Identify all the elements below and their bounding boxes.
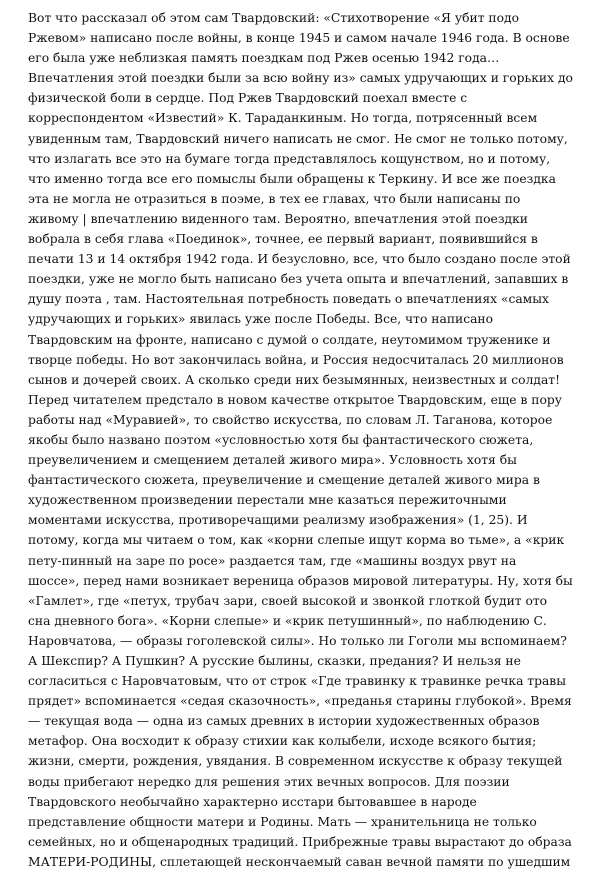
text-line: согласиться с Наровчатовым, что от строк «Где травинку к травинке речка травы [28,674,567,689]
text-line: МАТЕРИ-РОДИНЫ, сплетающей нескончаемый саван вечной памяти по ушедшим [28,854,571,869]
text-line: сна дневного бога». «Корни слепые» и «крик петушинный», по наблюдению С. [28,613,547,628]
text-line: якобы было названо поэтом «условностью хотя бы фантастического сюжета, [28,432,534,447]
text-line: вобрала в себя глава «Поединок», точнее, ее первый вариант, появившийся в [28,232,538,247]
text-line: представление общности матери и Родины. Мать — хранительница не только [28,814,537,829]
text-line: Ржевом» написано после войны, в конце 1945 и самом начале 1946 года. В основе [28,31,570,46]
text-line: А Шекспир? А Пушкин? А русские былины, сказки, предания? И нельзя не [28,654,521,668]
text-line: художественном произведении перестали мне казаться пережиточными [28,493,507,508]
text-line: печати 13 и 14 октября 1942 года. И безусловно, все, что было создано после этой [28,252,571,267]
text-line: сынов и дочерей своих. А сколько среди них безымянных, неизвестных и солдат! [28,372,561,387]
text-line: что излагать все это на бумаге тогда представлялось кощунством, но и потому, [28,151,551,166]
text-line: пету-пинный на заре по росе» раздается там, где «машины воздух рвут на [28,553,517,568]
text-line: его была уже неблизкая память поездкам под Ржев осенью 1942 года… [28,51,500,66]
text-line: прядет» вспоминается «седая сказочность», «преданья старины глубокой». Время [28,694,572,709]
text-line: Перед читателем предстало в новом качестве открытое Твардовским, еще в пору [28,392,563,407]
text-line: Вот что рассказал об этом сам Твардовский: «Стихотворение «Я убит подо [28,11,519,25]
text-line: душу поэта , там. Настоятельная потребность поведать о впечатлениях «самых [28,292,549,307]
text-line: фантастического сюжета, преувеличение и смещение деталей живого мира в [28,473,540,488]
text-line: что именно тогда все его помыслы были обращены к Теркину. И все же поездка [28,171,556,186]
text-line: «Гамлет», где «петух, трубач зари, своей высокой и звонкой глоткой будит ото [28,593,548,608]
text-line: преувеличением и смещением деталей живого мира». Условность хотя бы [28,453,517,468]
text-line: шоссе», перед нами возникает вереница образов мировой литературы. Ну, хотя бы [28,573,573,588]
body-text [28,8,574,872]
text-line: Твардовским на фронте, написано с думой о солдате, неутомимом труженике и [28,332,551,347]
text-line: воды прибегают нередко для решения этих вечных вопросов. Для поэзии [28,774,510,789]
text-line: метафор. Она восходит к образу стихии как колыбели, исходе всякого бытия; [28,734,537,749]
text-line: увиденным там, Твардовский ничего написать не смог. Не смог не только потому, [28,131,568,146]
text-line: корреспондентом «Известий» К. Тараданкиным. Но тогда, потрясенный всем [28,111,538,126]
text-line: живому | впечатлению виденного там. Вероятно, впечатления этой поездки [28,211,528,226]
text-line: Твардовского необычайно характерно исстари бытовавшее в народе [28,794,477,809]
text-line: моментами искусства, противоречащими реализму изображения» (1, 25). И [28,513,528,528]
text-line: Впечатления этой поездки были за всю войну из» самых удручающих и горьких до [28,71,573,86]
text-line: физической боли в сердце. Под Ржев Твардовский поехал вместе с [28,91,468,106]
text-line: потому, когда мы читаем о том, как «корни слепые ищут корма во тьме», а «крик [28,533,565,548]
text-line: — текущая вода — одна из самых древних в истории художественных образов [28,714,540,729]
text-line: творце победы. Но вот закончилась война, и Россия недосчиталась 20 миллионов [28,352,564,367]
text-line: работы над «Муравией», то свойство искусства, по словам Л. Таганова, которое [28,412,553,427]
text-line: поездки, уже не могло быть написано без учета опыта и впечатлений, запавших в [28,272,569,287]
text-line: эта не могла не отразиться в поэме, в тех ее главах, что были написаны по [28,191,521,206]
text-line: жизни, смерти, рождения, увядания. В современном искусстве к образу текущей [28,754,563,769]
text-line: семейных, но и общенародных традиций. Прибрежные травы вырастают до образа [28,834,572,849]
text-line: удручающих и горьких» явилась уже после Победы. Все, что написано [28,312,494,327]
text-line: Наровчатова, — образы гоголевской силы». Но только ли Гоголи мы вспоминаем? [28,633,567,648]
